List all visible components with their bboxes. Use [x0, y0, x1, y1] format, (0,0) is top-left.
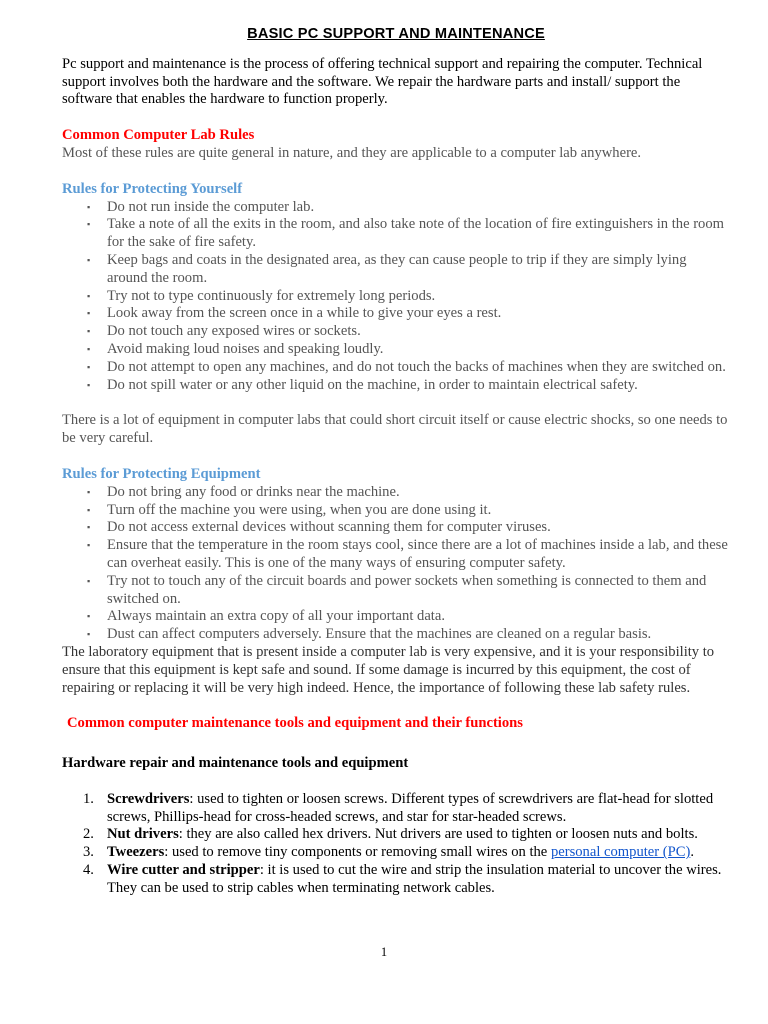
- protect-yourself-list: [62, 199, 730, 395]
- protect-yourself-heading: Rules for Protecting Yourself: [62, 180, 243, 197]
- bullet-icon: ▪: [87, 343, 91, 354]
- tool-term: Nut drivers: [107, 826, 179, 843]
- bullet-icon: ▪: [87, 611, 91, 622]
- list-item: ▪ Keep bags and coats in the designated area, as they can cause people to trip if they are simply lying around the room.: [87, 251, 687, 286]
- list-item: ▪ Try not to type continuously for extremely long periods.: [87, 287, 436, 304]
- list-number: 1.: [83, 790, 94, 807]
- bullet-icon: ▪: [87, 486, 91, 497]
- list-item: 3. Tweezers: used to remove tiny components or removing small wires on the personal computer (PC).: [83, 844, 695, 861]
- tool-term: Tweezers: [107, 844, 165, 861]
- lab-rules-heading: Common Computer Lab Rules: [62, 127, 255, 144]
- list-number: 4.: [83, 862, 94, 879]
- bullet-icon: ▪: [87, 290, 91, 301]
- list-item: ▪ Do not spill water or any other liquid on the machine, in order to maintain electrical safety.: [87, 376, 638, 393]
- list-item: 4. Wire cutter and stripper: it is used to cut the wire and strip the insulation material to uncover the wires. They can be used to strip cables when terminating network cables.: [83, 862, 722, 896]
- bullet-icon: ▪: [87, 326, 91, 337]
- page-number: 1: [380, 945, 388, 959]
- lab-equipment-paragraph: The laboratory equipment that is present inside a computer lab is very expensive, and it is your responsibility to ensure that this equipment is kept safe and sound. If some damage is incurred by this equipment, the cost of repairing or replacing it will be very high indeed. Hence, the importance of following these lab safety rules.: [62, 643, 715, 696]
- hardware-heading: Hardware repair and maintenance tools and equipment: [62, 755, 409, 772]
- list-item: ▪ Dust can affect computers adversely. Ensure that the machines are cleaned on a regular basis.: [87, 626, 652, 643]
- list-item: ▪ Always maintain an extra copy of all your important data.: [87, 608, 445, 625]
- equipment-warning-paragraph: There is a lot of equipment in computer labs that could short circuit itself or cause electric shocks, so one needs to be very careful.: [62, 412, 728, 447]
- tools-list: [62, 791, 730, 898]
- bullet-icon: ▪: [87, 522, 91, 533]
- list-item: ▪ Turn off the machine you were using, when you are done using it.: [87, 501, 492, 518]
- list-item: ▪ Take a note of all the exits in the room, and also take note of the location of fire extinguishers in the room for the sake of fire safety.: [87, 216, 725, 251]
- document-title: BASIC PC SUPPORT AND MAINTENANCE: [247, 26, 545, 42]
- protect-equipment-list: [62, 484, 730, 644]
- bullet-icon: ▪: [87, 308, 91, 319]
- list-number: 2.: [83, 826, 94, 843]
- bullet-icon: ▪: [87, 575, 91, 586]
- list-item: 1. Screwdrivers: used to tighten or loosen screws. Different types of screwdrivers are flat-head for slotted screws, Phillips-head for cross-headed screws, and star for star-headed screws.: [83, 790, 714, 825]
- list-item: ▪ Do not run inside the computer lab.: [87, 198, 315, 215]
- bullet-icon: ▪: [87, 504, 91, 515]
- list-number: 3.: [83, 844, 94, 861]
- tool-term: Screwdrivers: [107, 790, 190, 807]
- protect-equipment-heading: Rules for Protecting Equipment: [62, 465, 261, 482]
- list-item: ▪ Ensure that the temperature in the room stays cool, since there are a lot of machines inside a lab, and these can overheat easily. This is one of the many ways of ensuring computer safety.: [87, 537, 728, 571]
- list-item: 2. Nut drivers: they are also called hex drivers. Nut drivers are used to tighten or loosen nuts and bolts.: [83, 826, 698, 843]
- bullet-icon: ▪: [87, 254, 91, 265]
- bullet-icon: ▪: [87, 201, 91, 212]
- list-item: ▪ Look away from the screen once in a while to give your eyes a rest.: [87, 305, 502, 322]
- list-item: ▪ Do not attempt to open any machines, and do not touch the backs of machines when they are switched on.: [87, 358, 726, 375]
- tools-heading: Common computer maintenance tools and equipment and their functions: [67, 715, 523, 732]
- intro-paragraph: Pc support and maintenance is the process of offering technical support and repairing the computer. Technical support involves both the hardware and the software. We repair the hardware parts and install/ support the software that enables the hardware to function properly.: [62, 55, 703, 108]
- bullet-icon: ▪: [87, 379, 91, 390]
- bullet-icon: ▪: [87, 361, 91, 372]
- bullet-icon: ▪: [87, 540, 91, 551]
- list-item: ▪ Avoid making loud noises and speaking loudly.: [87, 340, 384, 357]
- bullet-icon: ▪: [87, 219, 91, 230]
- list-item: ▪ Do not access external devices without scanning them for computer viruses.: [87, 519, 551, 536]
- document-page: [62, 26, 730, 898]
- lab-rules-text: Most of these rules are quite general in nature, and they are applicable to a computer lab anywhere.: [62, 144, 642, 161]
- tool-term: Wire cutter and stripper: [107, 862, 260, 879]
- list-item: ▪ Do not touch any exposed wires or sockets.: [87, 323, 361, 340]
- bullet-icon: ▪: [87, 629, 91, 640]
- list-item: ▪ Do not bring any food or drinks near the machine.: [87, 483, 400, 500]
- list-item: ▪ Try not to touch any of the circuit boards and power sockets when something is connected to them and switched on.: [87, 572, 707, 607]
- personal-computer-link[interactable]: personal computer (PC): [550, 844, 691, 861]
